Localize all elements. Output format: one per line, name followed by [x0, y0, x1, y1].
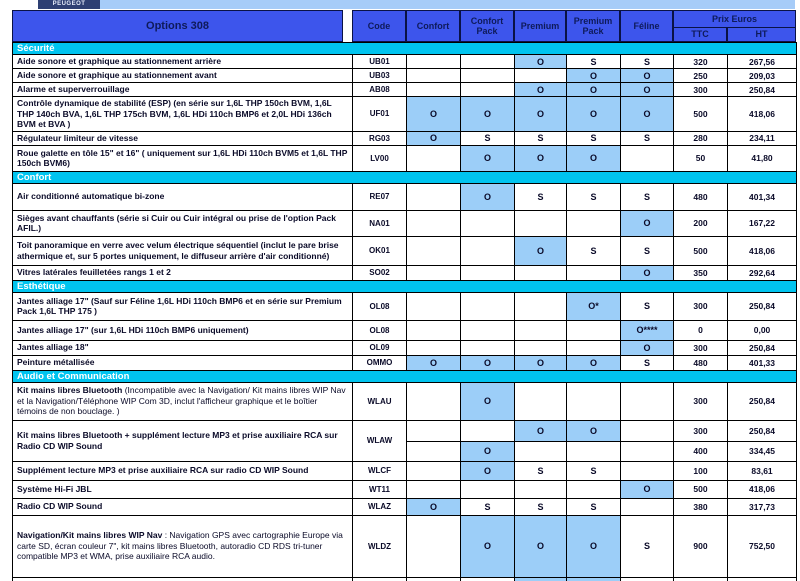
option-row	[13, 498, 797, 515]
column-header-code[interactable]: Code	[352, 10, 406, 42]
price-ttc[interactable]: 480	[674, 355, 728, 370]
cell-confort[interactable]	[407, 265, 461, 280]
option-code[interactable]: NA01	[353, 210, 407, 236]
price-ht[interactable]: 41,80	[728, 145, 797, 171]
price-ttc[interactable]: 400	[674, 441, 728, 461]
option-label[interactable]: Roue galette en tôle 15" et 16" ( uniquement sur 1,6L HDi 110ch BVM5 et 1,6L THP 150ch BVM6)	[13, 145, 353, 171]
option-code[interactable]: SO02	[353, 265, 407, 280]
option-label[interactable]: Aide sonore et graphique au stationnement avant	[13, 69, 353, 83]
price-ttc[interactable]: 0	[674, 320, 728, 340]
option-code[interactable]: WLAZ	[353, 498, 407, 515]
cell-premium[interactable]: S	[515, 461, 567, 480]
section-row	[13, 280, 797, 292]
price-ht[interactable]: 0,00	[728, 320, 797, 340]
option-label[interactable]: Navigation/Kit mains libres WIP Nav : Navigation GPS avec cartographie Europe via carte SD, écran couleur 7", kit mains libres Bluetooth, autoradio CD RDS tri-tuner compatible MP3 et WMA, prise auxiliaire RCA audio.	[13, 515, 353, 577]
price-ttc[interactable]	[674, 577, 728, 581]
section-row	[13, 43, 797, 55]
price-ttc[interactable]: 300	[674, 382, 728, 420]
cell-premium-pack[interactable]	[567, 480, 621, 498]
cell-premium-pack[interactable]: S	[567, 131, 621, 145]
cell-premium-pack[interactable]	[567, 577, 621, 581]
section-row	[13, 171, 797, 183]
column-header-feline[interactable]: Féline	[620, 10, 673, 42]
cell-premium-pack[interactable]: O	[567, 355, 621, 370]
top-highlight-strip	[100, 0, 795, 9]
cell-premium[interactable]: O	[515, 83, 567, 97]
cell-confort[interactable]	[407, 320, 461, 340]
cell-feline[interactable]: O	[621, 480, 674, 498]
option-label[interactable]: Supplément lecture MP3 et prise auxiliaire RCA sur radio CD WIP Sound	[13, 461, 353, 480]
option-row	[13, 131, 797, 145]
option-row	[13, 340, 797, 355]
option-code[interactable]	[353, 577, 407, 581]
option-label[interactable]: Régulateur limiteur de vitesse	[13, 131, 353, 145]
option-row	[13, 382, 797, 420]
option-code[interactable]: OL08	[353, 320, 407, 340]
price-ht[interactable]	[728, 577, 797, 581]
cell-feline[interactable]	[621, 498, 674, 515]
option-row	[13, 145, 797, 171]
cell-confort[interactable]	[407, 515, 461, 577]
cell-premium-pack[interactable]: S	[567, 55, 621, 69]
cell-feline[interactable]	[621, 382, 674, 420]
cell-confort[interactable]	[407, 441, 461, 461]
price-ht[interactable]: 250,84	[728, 340, 797, 355]
option-label[interactable]: Air conditionné automatique bi-zone	[13, 183, 353, 210]
cell-confort-pack[interactable]: S	[461, 131, 515, 145]
price-ttc[interactable]: 300	[674, 83, 728, 97]
cell-premium[interactable]: O	[515, 97, 567, 132]
cell-premium[interactable]: O	[515, 236, 567, 265]
cell-confort[interactable]	[407, 183, 461, 210]
cell-confort-pack[interactable]: O	[461, 183, 515, 210]
option-code[interactable]: UB01	[353, 55, 407, 69]
cell-premium[interactable]	[515, 69, 567, 83]
cell-premium-pack[interactable]: O	[567, 83, 621, 97]
cell-premium[interactable]	[515, 441, 567, 461]
option-code[interactable]: UF01	[353, 97, 407, 132]
column-header-premium[interactable]: Premium	[514, 10, 566, 42]
cell-feline[interactable]	[621, 577, 674, 581]
option-code[interactable]: AB08	[353, 83, 407, 97]
option-row	[13, 292, 797, 320]
option-code[interactable]: RG03	[353, 131, 407, 145]
option-code[interactable]: UB03	[353, 69, 407, 83]
price-ttc[interactable]: 50	[674, 145, 728, 171]
price-ht[interactable]: 401,34	[728, 183, 797, 210]
cell-premium[interactable]	[515, 340, 567, 355]
option-code[interactable]: OMMO	[353, 355, 407, 370]
cell-confort-pack[interactable]	[461, 340, 515, 355]
column-header-confort[interactable]: Confort	[406, 10, 460, 42]
price-ttc[interactable]: 320	[674, 55, 728, 69]
price-ht[interactable]: 250,84	[728, 382, 797, 420]
price-ht[interactable]: 292,64	[728, 265, 797, 280]
cell-confort-pack[interactable]	[461, 69, 515, 83]
price-ttc[interactable]: 500	[674, 480, 728, 498]
option-row	[13, 97, 797, 132]
price-ttc[interactable]: 480	[674, 183, 728, 210]
cell-feline[interactable]: O	[621, 265, 674, 280]
option-code[interactable]: OL08	[353, 292, 407, 320]
price-ttc[interactable]: 300	[674, 420, 728, 441]
section-row	[13, 370, 797, 382]
cell-confort-pack[interactable]: O	[461, 461, 515, 480]
cell-confort[interactable]	[407, 461, 461, 480]
cell-feline[interactable]: S	[621, 515, 674, 577]
cell-premium[interactable]: O	[515, 420, 567, 441]
section-header[interactable]: Sécurité	[13, 43, 797, 55]
cell-feline[interactable]: O	[621, 210, 674, 236]
column-header-ttc[interactable]: TTC	[673, 27, 727, 43]
cell-feline[interactable]: O****	[621, 320, 674, 340]
cell-premium-pack[interactable]	[567, 320, 621, 340]
cell-premium[interactable]: S	[515, 131, 567, 145]
price-ttc[interactable]: 250	[674, 69, 728, 83]
cell-premium[interactable]	[515, 480, 567, 498]
price-ttc[interactable]: 350	[674, 265, 728, 280]
options-body-table	[12, 42, 797, 581]
option-label[interactable]: Jantes alliage 18"	[13, 340, 353, 355]
cell-premium-pack[interactable]: O	[567, 145, 621, 171]
price-ht[interactable]: 83,61	[728, 461, 797, 480]
cell-confort[interactable]	[407, 210, 461, 236]
price-ht[interactable]: 267,56	[728, 55, 797, 69]
price-ht[interactable]: 418,06	[728, 480, 797, 498]
top-strip	[0, 0, 800, 10]
cell-premium[interactable]	[515, 577, 567, 581]
price-ttc[interactable]: 100	[674, 461, 728, 480]
cell-premium[interactable]: O	[515, 55, 567, 69]
cell-premium-pack[interactable]: O	[567, 97, 621, 132]
cell-confort-pack[interactable]	[461, 420, 515, 441]
option-row	[13, 320, 797, 340]
option-label[interactable]: Système Hi-Fi JBL	[13, 480, 353, 498]
cell-confort[interactable]	[407, 577, 461, 581]
cell-premium[interactable]: O	[515, 515, 567, 577]
table-header-row	[12, 10, 796, 42]
cell-premium-pack[interactable]: O	[567, 420, 621, 441]
option-label[interactable]: Aide sonore et graphique au stationnement arrière	[13, 55, 353, 69]
price-ttc[interactable]: 300	[674, 340, 728, 355]
cell-premium-pack[interactable]	[567, 210, 621, 236]
cell-confort[interactable]	[407, 145, 461, 171]
price-ht[interactable]: 418,06	[728, 97, 797, 132]
cell-confort[interactable]	[407, 382, 461, 420]
sheet-tab-peugeot[interactable]: PEUGEOT	[38, 0, 100, 9]
options-table	[12, 10, 796, 581]
option-code[interactable]: WLAW	[353, 420, 407, 461]
cell-feline[interactable]: S	[621, 183, 674, 210]
option-label[interactable]: Peinture métallisée	[13, 355, 353, 370]
cell-feline[interactable]	[621, 441, 674, 461]
cell-confort[interactable]	[407, 55, 461, 69]
cell-premium[interactable]: O	[515, 355, 567, 370]
section-header[interactable]: Confort	[13, 171, 797, 183]
option-label[interactable]: Toit panoramique en verre avec velum électrique séquentiel (inclut le pare brise athermique et, sur 5 portes uniquement, le diffuseur arrière d'air conditionné)	[13, 236, 353, 265]
price-ht[interactable]: 234,11	[728, 131, 797, 145]
cell-premium-pack[interactable]: S	[567, 183, 621, 210]
cell-feline[interactable]: O	[621, 97, 674, 132]
cell-premium[interactable]	[515, 210, 567, 236]
cell-confort-pack[interactable]	[461, 83, 515, 97]
cell-feline[interactable]: S	[621, 292, 674, 320]
price-ht[interactable]: 209,03	[728, 69, 797, 83]
cell-confort[interactable]	[407, 83, 461, 97]
option-row	[13, 183, 797, 210]
cell-feline[interactable]: S	[621, 131, 674, 145]
cell-confort-pack[interactable]: O	[461, 515, 515, 577]
cell-premium-pack[interactable]	[567, 382, 621, 420]
option-label[interactable]: Sièges avant chauffants (série si Cuir ou Cuir intégral ou prise de l'option Pack AFIL.)	[13, 210, 353, 236]
option-code[interactable]: OL09	[353, 340, 407, 355]
cell-premium[interactable]	[515, 382, 567, 420]
cell-feline[interactable]: O	[621, 340, 674, 355]
column-header-options[interactable]: Options 308	[12, 10, 343, 42]
price-ht[interactable]: 167,22	[728, 210, 797, 236]
cell-confort[interactable]	[407, 69, 461, 83]
cell-premium-pack[interactable]: O	[567, 515, 621, 577]
option-label[interactable]	[13, 577, 353, 581]
option-label[interactable]: Jantes alliage 17" (Sauf sur Féline 1,6L HDi 110ch BMP6 et en série sur Premium Pack 1,6L THP 175 )	[13, 292, 353, 320]
option-row	[13, 83, 797, 97]
cell-confort-pack[interactable]	[461, 292, 515, 320]
cell-confort-pack[interactable]	[461, 320, 515, 340]
cell-confort-pack[interactable]: O	[461, 355, 515, 370]
option-label[interactable]: Radio CD WIP Sound	[13, 498, 353, 515]
cell-premium-pack[interactable]	[567, 265, 621, 280]
cell-premium[interactable]: S	[515, 183, 567, 210]
cell-premium-pack[interactable]: O*	[567, 292, 621, 320]
option-row-partial	[13, 577, 797, 581]
option-row	[13, 55, 797, 69]
price-ttc[interactable]: 380	[674, 498, 728, 515]
cell-confort[interactable]	[407, 420, 461, 441]
option-code[interactable]: OK01	[353, 236, 407, 265]
column-header-ht[interactable]: HT	[727, 27, 796, 43]
price-ht[interactable]: 250,84	[728, 292, 797, 320]
price-ht[interactable]: 401,33	[728, 355, 797, 370]
header-gap	[343, 10, 352, 42]
cell-feline[interactable]: O	[621, 69, 674, 83]
cell-confort-pack[interactable]	[461, 55, 515, 69]
cell-confort[interactable]: O	[407, 97, 461, 132]
section-header[interactable]: Audio et Communication	[13, 370, 797, 382]
column-header-price-group	[673, 10, 796, 42]
cell-premium[interactable]	[515, 292, 567, 320]
price-ttc[interactable]: 280	[674, 131, 728, 145]
cell-confort-pack[interactable]: O	[461, 382, 515, 420]
option-row	[13, 265, 797, 280]
option-row	[13, 355, 797, 370]
section-header[interactable]: Esthétique	[13, 280, 797, 292]
price-ttc[interactable]: 500	[674, 236, 728, 265]
option-row	[13, 210, 797, 236]
price-ttc[interactable]: 200	[674, 210, 728, 236]
cell-confort[interactable]	[407, 236, 461, 265]
option-row	[13, 420, 797, 441]
column-header-premium-pack[interactable]: Premium Pack	[566, 10, 620, 42]
option-row	[13, 515, 797, 577]
cell-premium-pack[interactable]	[567, 340, 621, 355]
cell-confort[interactable]: O	[407, 498, 461, 515]
option-label[interactable]: Vitres latérales feuilletées rangs 1 et 2	[13, 265, 353, 280]
price-ht[interactable]: 317,73	[728, 498, 797, 515]
column-header-prix-euros[interactable]: Prix Euros	[673, 10, 796, 27]
cell-confort-pack[interactable]	[461, 265, 515, 280]
price-ht[interactable]: 752,50	[728, 515, 797, 577]
cell-confort-pack[interactable]	[461, 236, 515, 265]
cell-feline[interactable]: S	[621, 355, 674, 370]
cell-premium[interactable]	[515, 265, 567, 280]
cell-feline[interactable]: S	[621, 236, 674, 265]
cell-confort-pack[interactable]	[461, 480, 515, 498]
cell-feline[interactable]	[621, 461, 674, 480]
price-ht[interactable]: 250,84	[728, 420, 797, 441]
cell-confort-pack[interactable]	[461, 210, 515, 236]
cell-confort[interactable]	[407, 480, 461, 498]
option-label[interactable]: Alarme et superverrouillage	[13, 83, 353, 97]
option-row	[13, 69, 797, 83]
cell-confort[interactable]: O	[407, 355, 461, 370]
option-code[interactable]: WLCF	[353, 461, 407, 480]
cell-premium[interactable]: S	[515, 498, 567, 515]
cell-premium-pack[interactable]: S	[567, 498, 621, 515]
price-ttc[interactable]: 300	[674, 292, 728, 320]
option-row	[13, 236, 797, 265]
cell-premium[interactable]	[515, 320, 567, 340]
option-label[interactable]: Kit mains libres Bluetooth + supplément lecture MP3 et prise auxiliaire RCA sur Radio CD WIP Sound	[13, 420, 353, 461]
cell-feline[interactable]	[621, 420, 674, 441]
option-code[interactable]: WT11	[353, 480, 407, 498]
cell-confort[interactable]	[407, 340, 461, 355]
column-header-confort-pack[interactable]: Confort Pack	[460, 10, 514, 42]
price-ttc[interactable]: 900	[674, 515, 728, 577]
option-row	[13, 480, 797, 498]
cell-confort-pack[interactable]	[461, 577, 515, 581]
cell-feline[interactable]	[621, 145, 674, 171]
cell-confort[interactable]: O	[407, 131, 461, 145]
cell-confort-pack[interactable]: S	[461, 498, 515, 515]
option-code[interactable]: WLAU	[353, 382, 407, 420]
option-code[interactable]: RE07	[353, 183, 407, 210]
price-ht[interactable]: 334,45	[728, 441, 797, 461]
option-code[interactable]: WLDZ	[353, 515, 407, 577]
price-ht[interactable]: 418,06	[728, 236, 797, 265]
cell-confort-pack[interactable]: O	[461, 145, 515, 171]
option-code[interactable]: LV00	[353, 145, 407, 171]
cell-premium-pack[interactable]: S	[567, 461, 621, 480]
price-ttc[interactable]: 500	[674, 97, 728, 132]
option-label[interactable]: Jantes alliage 17" (sur 1,6L HDi 110ch BMP6 uniquement)	[13, 320, 353, 340]
option-label[interactable]: Kit mains libres Bluetooth (Incompatible avec la Navigation/ Kit mains libres WIP Nav et la Navigation/Téléphone WIP Com 3D, inclut l'afficheur graphique et le boîtier témoins de non bouclage. )	[13, 382, 353, 420]
cell-feline[interactable]: O	[621, 83, 674, 97]
cell-confort-pack[interactable]: O	[461, 97, 515, 132]
option-row	[13, 461, 797, 480]
cell-confort[interactable]	[407, 292, 461, 320]
cell-confort-pack[interactable]: O	[461, 441, 515, 461]
cell-premium[interactable]: O	[515, 145, 567, 171]
cell-feline[interactable]: S	[621, 55, 674, 69]
cell-premium-pack[interactable]	[567, 441, 621, 461]
price-ht[interactable]: 250,84	[728, 83, 797, 97]
cell-premium-pack[interactable]: S	[567, 236, 621, 265]
option-label[interactable]: Contrôle dynamique de stabilité (ESP) (en série sur 1,6L THP 150ch BVM, 1,6L THP 140ch BVA, 1,6L THP 175ch BVM, 1,6L HDi 110ch BMP6 et 2,0L HDi 136ch BVM et BVA )	[13, 97, 353, 132]
cell-premium-pack[interactable]: O	[567, 69, 621, 83]
